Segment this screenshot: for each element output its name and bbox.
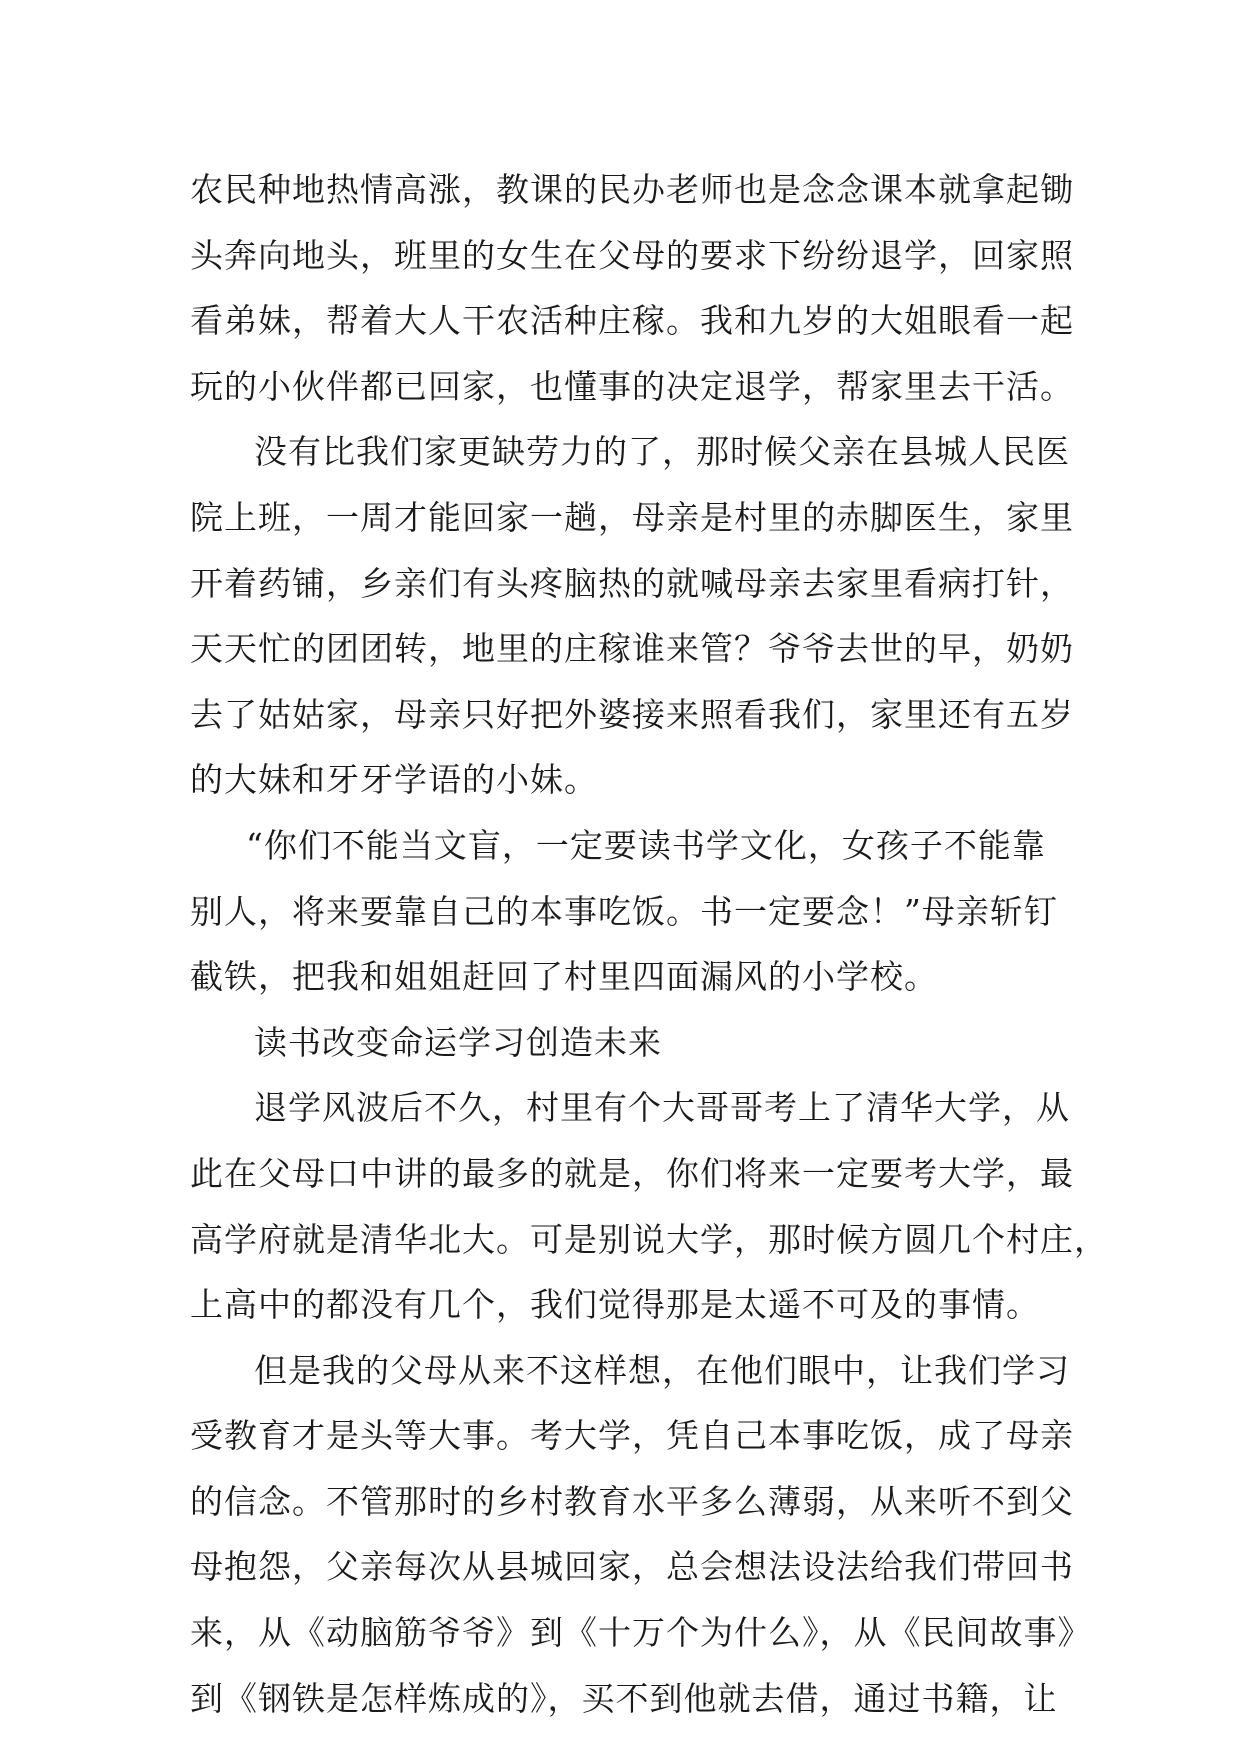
- text-line: 头奔向地头，班里的女生在父母的要求下纷纷退学，回家照: [190, 235, 1074, 275]
- text-line: 来，从《动脑筋爷爷》到《十万个为什么》，从《民间故事》: [190, 1613, 1092, 1653]
- text-line: 高学府就是清华北大。可是别说大学，那时候方圆几个村庄，: [190, 1219, 1108, 1259]
- text-line: 的信念。不管那时的乡村教育水平多么薄弱，从来听不到父: [190, 1481, 1074, 1521]
- paragraph-start-line: 但是我的父母从来不这样想，在他们眼中，让我们学习: [254, 1350, 1070, 1390]
- text-line: 母抱怨，父亲每次从县城回家，总会想法设法给我们带回书: [190, 1547, 1074, 1587]
- text-line: 上高中的都没有几个，我们觉得那是太遥不可及的事情。: [190, 1285, 1040, 1325]
- text-line: 开着药铺，乡亲们有头疼脑热的就喊母亲去家里看病打针，: [190, 563, 1074, 603]
- text-line: 此在父母口中讲的最多的就是，你们将来一定要考大学，最: [190, 1153, 1074, 1193]
- paragraph-start-line: “你们不能当文盲，一定要读书学文化，女孩子不能靠: [246, 825, 1046, 865]
- text-line: 农民种地热情高涨，教课的民办老师也是念念课本就拿起锄: [190, 170, 1074, 209]
- text-line: 天天忙的团团转，地里的庄稼谁来管？爷爷去世的早，奶奶: [190, 629, 1074, 669]
- paragraph-start-line: 退学风波后不久，村里有个大哥哥考上了清华大学，从: [254, 1088, 1070, 1128]
- text-line: 的大妹和牙牙学语的小妹。: [190, 760, 598, 800]
- text-line: 受教育才是头等大事。考大学，凭自己本事吃饭，成了母亲: [190, 1416, 1074, 1456]
- text-line: 玩的小伙伴都已回家，也懂事的决定退学，帮家里去干活。: [190, 366, 1074, 406]
- text-line: 去了姑姑家，母亲只好把外婆接来照看我们，家里还有五岁: [190, 694, 1074, 734]
- text-line: 截铁，把我和姐姐赶回了村里四面漏风的小学校。: [190, 957, 938, 997]
- text-line: 看弟妹，帮着大人干农活种庄稼。我和九岁的大姐眼看一起: [190, 301, 1074, 341]
- paragraph-start-line: 没有比我们家更缺劳力的了，那时候父亲在县城人民医: [254, 432, 1070, 472]
- text-line: 院上班，一周才能回家一趟，母亲是村里的赤脚医生，家里: [190, 497, 1074, 537]
- section-heading: 读书改变命运学习创造未来: [254, 1022, 662, 1062]
- text-line: 到《钢铁是怎样炼成的》，买不到他就去借，通过书籍，让: [190, 1678, 1058, 1718]
- text-line: 别人，将来要靠自己的本事吃饭。书一定要念！”母亲斩钉: [190, 891, 1058, 931]
- body-text: [190, 157, 1108, 1731]
